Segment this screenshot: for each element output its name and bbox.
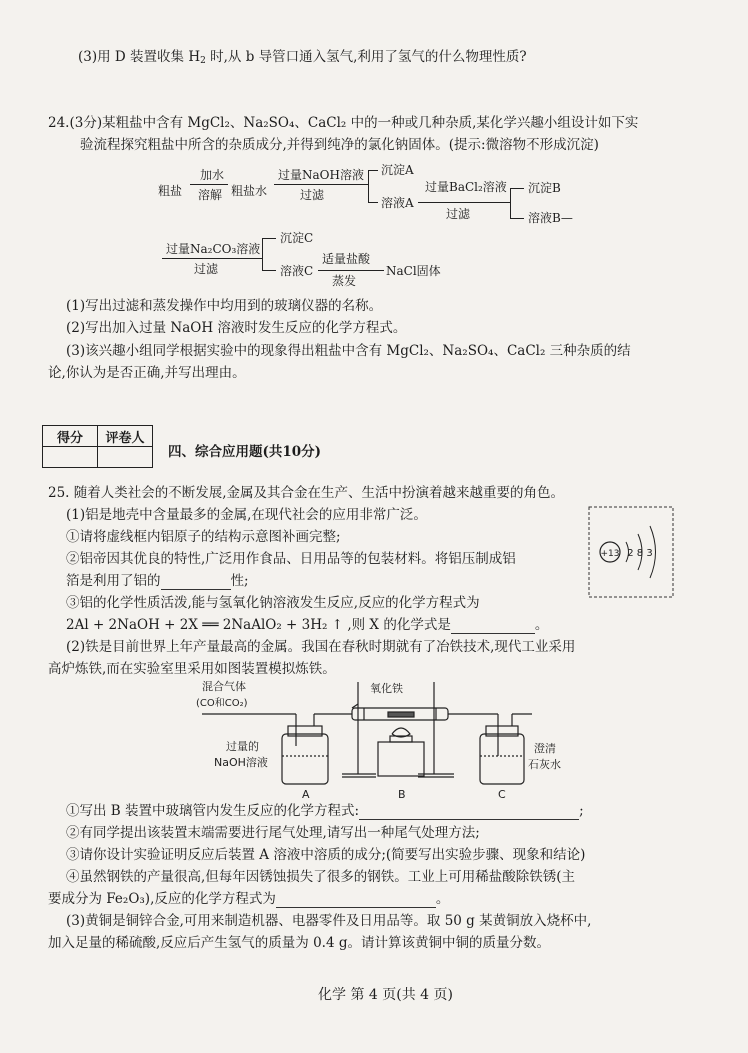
- flow-crude-brine: 粗盐水: [231, 184, 268, 198]
- q25-intro: 25. 随着人类社会的不断发展,金属及其合金在生产、生活中扮演着越来越重要的角色。: [48, 485, 565, 501]
- q25-p2a: (2)铁是目前世界上年产量最高的金属。我国在春秋时期就有了冶铁技术,现代工业采用: [66, 639, 576, 655]
- label-clear: 澄清: [534, 742, 556, 755]
- flow-filter-1: 过滤: [300, 188, 325, 202]
- page-footer: 化学 第 4 页(共 4 页): [318, 987, 453, 1003]
- flow-excess-bacl2: 过量BaCl₂溶液: [425, 180, 507, 194]
- q25-p2b: 高炉炼铁,而在实验室里采用如图装置模拟炼铁。: [48, 661, 336, 677]
- flow-precipitate-c: 沉淀C: [280, 231, 314, 245]
- iron-smelting-apparatus: [192, 678, 572, 802]
- flow-arrow-5: [318, 270, 384, 271]
- q25-p1-2b: 箔是利用了铝的 性;: [66, 573, 249, 589]
- flow-solution-b: 溶液B—: [528, 211, 573, 225]
- flow-excess-na2co3: 过量Na₂CO₃溶液: [166, 242, 261, 256]
- q25-p1-3a: ③铝的化学性质活泼,能与氢氧化钠溶液发生反应,反应的化学方程式为: [66, 595, 480, 611]
- flow-solution-c: 溶液C: [280, 264, 314, 278]
- q25-p3b: 加入足量的稀硫酸,反应后产生氢气的质量为 0.4 g。请计算该黄铜中铜的质量分数。: [48, 935, 550, 951]
- q25-p1: (1)铝是地壳中含量最多的金属,在现代社会的应用非常广泛。: [66, 507, 427, 523]
- label-b: B: [398, 788, 406, 801]
- q25-p2-1: ①写出 B 装置中玻璃管内发生反应的化学方程式: ;: [66, 803, 584, 819]
- score-table: [42, 425, 153, 468]
- q24-sub3-line1: (3)该兴趣小组同学根据实验中的现象得出粗盐中含有 MgCl₂、Na₂SO₄、CaCl₂ 三种杂质的结: [66, 343, 631, 359]
- label-gas-formula: (CO和CO₂): [196, 698, 248, 709]
- label-c: C: [498, 788, 506, 801]
- atom-shell-counts: 2 8 3: [627, 548, 653, 559]
- grader-cell[interactable]: [98, 447, 153, 468]
- q23-item3: (3)用 D 装置收集 $H_2$ 时,从 b 导管口通入氢气,利用了氢气的什么物理性质?: [78, 49, 527, 66]
- label-naoh-solution: NaOH溶液: [214, 756, 268, 769]
- label-a: A: [302, 788, 310, 801]
- flow-branch-1: [368, 170, 369, 202]
- q25-p1-2a: ②铝帝因其优良的特性,广泛用作食品、日用品等的包装材料。将铝压制成铝: [66, 551, 516, 567]
- flow-filter-3: 过滤: [194, 262, 219, 276]
- q25-p1-3b: 2Al + 2NaOH + 2X ══ 2NaAlO₂ + 3H₂ ↑ ,则 X 的化学式是 。: [66, 617, 549, 633]
- flow-branch-3: [262, 238, 263, 270]
- grader-header: 评卷人: [98, 426, 153, 447]
- q24-sub1: (1)写出过滤和蒸发操作中均用到的玻璃仪器的名称。: [66, 298, 383, 314]
- answer-blank-equation-b[interactable]: [359, 805, 579, 820]
- flow-add-water: 加水: [200, 168, 225, 182]
- flow-proper-hcl: 适量盐酸: [322, 252, 371, 266]
- flow-evaporate: 蒸发: [332, 274, 357, 288]
- label-excess: 过量的: [226, 740, 259, 753]
- q24-stem-line2: 验流程探究粗盐中所含的杂质成分,并得到纯净的氯化钠固体。(提示:微溶物不形成沉淀): [80, 137, 599, 153]
- atom-nucleus-label: +13: [600, 549, 620, 559]
- label-limewater: 石灰水: [528, 758, 561, 771]
- q25-p2-4a: ④虽然钢铁的产量很高,但每年因锈蚀损失了很多的钢铁。工业上可用稀盐酸除铁锈(主: [66, 869, 576, 885]
- q24-stem-line1: 24.(3分)某粗盐中含有 MgCl₂、Na₂SO₄、CaCl₂ 中的一种或几种杂质,某化学兴趣小组设计如下实: [48, 115, 639, 131]
- q25-p1-1: ①请将虚线框内铝原子的结构示意图补画完整;: [66, 529, 341, 545]
- answer-blank-formula-x[interactable]: [451, 619, 535, 634]
- flow-arrow-3: [418, 202, 510, 203]
- q24-sub2: (2)写出加入过量 NaOH 溶液时发生反应的化学方程式。: [66, 320, 407, 336]
- flow-excess-naoh: 过量NaOH溶液: [278, 168, 364, 182]
- q24-sub3-line2: 论,你认为是否正确,并写出理由。: [48, 365, 246, 381]
- flow-solution-a: 溶液A: [381, 196, 414, 210]
- flow-crude-salt: 粗盐: [158, 184, 183, 198]
- flow-filter-2: 过滤: [446, 207, 471, 221]
- label-mixed-gas: 混合气体: [202, 680, 246, 693]
- answer-blank-property[interactable]: [161, 575, 231, 590]
- flow-arrow-2: [274, 184, 368, 185]
- section-4-title: 四、综合应用题(共10分): [168, 444, 322, 460]
- label-iron-oxide: 氧化铁: [370, 682, 403, 695]
- flow-branch-2: [510, 188, 511, 218]
- score-header: 得分: [43, 426, 98, 447]
- q25-p2-4b: 要成分为 Fe₂O₃),反应的化学方程式为 。: [48, 891, 450, 907]
- q25-p2-3: ③请你设计实验证明反应后装置 A 溶液中溶质的成分;(简要写出实验步骤、现象和结论): [66, 847, 586, 863]
- flow-precipitate-a: 沉淀A: [381, 163, 414, 177]
- flow-arrow-1: [190, 184, 228, 185]
- q25-p3a: (3)黄铜是铜锌合金,可用来制造机器、电器零件及日用品等。取 50 g 某黄铜放入烧杯中,: [66, 913, 592, 929]
- answer-blank-equation-rust[interactable]: [276, 893, 436, 908]
- q25-p2-2: ②有同学提出该装置末端需要进行尾气处理,请写出一种尾气处理方法;: [66, 825, 480, 841]
- score-cell[interactable]: [43, 447, 98, 468]
- flow-dissolve: 溶解: [198, 188, 223, 202]
- aluminum-atom-diagram: [588, 506, 674, 598]
- flow-precipitate-b: 沉淀B: [528, 181, 561, 195]
- flow-arrow-4: [162, 258, 262, 259]
- flow-nacl-solid: NaCl固体: [386, 264, 441, 278]
